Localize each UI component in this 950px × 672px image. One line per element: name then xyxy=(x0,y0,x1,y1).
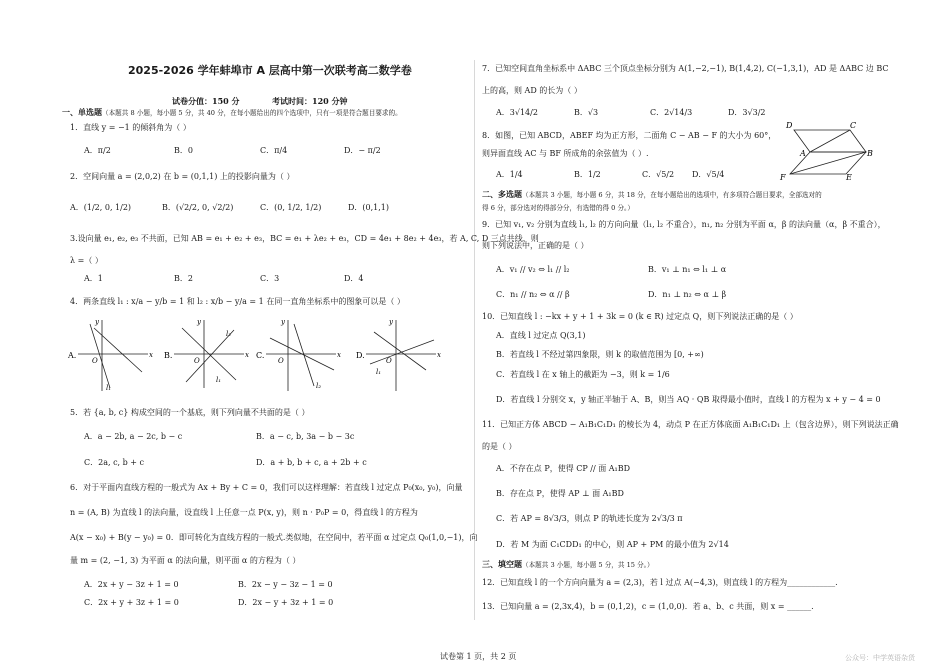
x-axis-label: x xyxy=(149,351,153,359)
q11-option-c: C．若 AP = 8√3/3，则点 P 的轨迹长度为 2√3/3 π xyxy=(496,514,683,523)
q10-option-c: C．若直线 l 在 x 轴上的截距为 −3，则 k = 1/6 xyxy=(496,370,670,379)
vertex-f: F xyxy=(780,173,786,182)
x-axis-label: x xyxy=(337,351,341,359)
y-axis-label: y xyxy=(197,318,201,326)
section2-note: （本题共 3 小题，每小题 6 分，共 18 分，在每小题给出的选项中，有多项符合题目要求，全部选对的 xyxy=(522,191,822,199)
q7-option-d: D．3√3/2 xyxy=(728,108,766,117)
q4-graph-b-label: B. xyxy=(164,351,173,360)
q3-stem: 3.设向量 e₁, e₂, e₃ 不共面，已知 AB = e₁ + e₂ + e₃，BC = e₁ + λe₂ + e₃，CD = 4e₁ + 8e₂ + 4e₃，若 A, C, D 三点共线，则 xyxy=(70,234,539,243)
q4-graph-a xyxy=(68,316,153,392)
q6-line-1: 6．对于平面内直线方程的一般式为 Ax + By + C = 0，我们可以这样理解：若直线 l 过定点 P₀(x₀, y₀)，向量 xyxy=(70,483,463,492)
q5-option-c: C．2a, c, b + c xyxy=(84,458,145,467)
q5-option-d: D．a + b, b + c, a + 2b + c xyxy=(256,458,367,467)
q3-option-c: C．3 xyxy=(260,274,280,283)
q3-stem-2: λ =（ ） xyxy=(70,256,103,265)
q8-option-b: B．1/2 xyxy=(574,170,601,179)
q7-stem-2: 上的高，则 AD 的长为（ ） xyxy=(482,86,582,95)
q11-option-d: D．若 M 为面 C₁CDD₁ 的中心，则 AP + PM 的最小值为 2√14 xyxy=(496,540,729,549)
origin-label: O xyxy=(92,357,98,365)
vertex-b: B xyxy=(867,149,873,158)
line-l2 xyxy=(294,324,314,386)
l1-label: l₁ xyxy=(376,368,382,376)
q9-option-d: D．n₁ ⊥ n₂ ⇔ α ⊥ β xyxy=(648,290,727,299)
l2-label: l₂ xyxy=(316,382,322,390)
q8-option-d: D．√5/4 xyxy=(692,170,725,179)
score-info: 试卷分值：150 分 xyxy=(172,96,240,106)
section2-note-2: 得 6 分，部分选对的得部分分，有选错的得 0 分。） xyxy=(482,204,634,212)
q6-option-b: B．2x − y − 3z − 1 = 0 xyxy=(238,580,333,589)
q8-option-c: C．√5/2 xyxy=(642,170,675,179)
q1-option-b: B．0 xyxy=(174,146,193,155)
vertex-e: E xyxy=(846,173,852,182)
q9-option-b: B．v₁ ⊥ n₁ ⇔ l₁ ⊥ α xyxy=(648,265,727,274)
q9-stem-2: 则下列说法中，正确的是（ ） xyxy=(482,241,589,250)
q9-option-c: C．n₁ // n₂ ⇔ α // β xyxy=(496,290,570,299)
q9-stem: 9．已知 v₁, v₂ 分别为直线 l₁, l₂ 的方向向量（l₁, l₂ 不重合），n₁, n₂ 分别为平面 α，β 的法向量（α，β 不重合）， xyxy=(482,220,886,229)
q4-graph-a-label: A. xyxy=(68,351,77,360)
q10-option-d: D．若直线 l 分别交 x，y 轴正半轴于 A、B，则当 AQ · QB 取得最小值时，直线 l 的方程为 x + y − 4 = 0 xyxy=(496,395,881,404)
q3-option-d: D．4 xyxy=(344,274,364,283)
section2-header xyxy=(482,190,822,200)
section1-note: （本题共 8 小题，每小题 5 分，共 40 分，在每小题给出的四个选项中，只有一项是符合题目要求的。 xyxy=(102,109,402,117)
q4-graph-c xyxy=(256,316,341,392)
q7-stem: 7．已知空间直角坐标系中 ΔABC 三个顶点坐标分别为 A(1,−2,−1), B(1,4,2), C(−1,3,1)，AD 是 ΔABC 边 BC xyxy=(482,64,889,73)
q2-stem: 2．空间向量 a = (2,0,2) 在 b = (0,1,1) 上的投影向量为（ ） xyxy=(70,172,295,181)
q4-graph-b xyxy=(164,316,249,392)
q3-option-b: B．2 xyxy=(174,274,193,283)
q11-stem: 11．已知正方体 ABCD − A₁B₁C₁D₁ 的棱长为 4，动点 P 在正方体底面 A₁B₁C₁D₁ 上（包含边界），则下列说法正确 xyxy=(482,420,899,429)
q1-option-c: C．π/4 xyxy=(260,146,288,155)
q8-option-a: A．1/4 xyxy=(496,170,523,179)
y-axis-label: y xyxy=(95,318,99,326)
y-axis-label: y xyxy=(281,318,285,326)
q12-stem: 12．已知直线 l 的一个方向向量为 a = (2,3)，若 l 过点 A(−4,3)，则直线 l 的方程为____________. xyxy=(482,578,838,587)
section1-title: 一、单选题 xyxy=(62,108,102,117)
q4-graph-d-label: D. xyxy=(356,351,365,360)
q11-option-a: A．不存在点 P，使得 CP // 面 A₁BD xyxy=(496,464,631,473)
q2-option-b: B．(√2/2, 0, √2/2) xyxy=(162,203,234,212)
q8-stem-2: 则异面直线 AC 与 BF 所成角的余弦值为（ ）. xyxy=(482,149,649,158)
section1-header xyxy=(62,108,402,118)
q5-option-b: B．a − c, b, 3a − b − 3c xyxy=(256,432,355,441)
q2-option-c: C．(0, 1/2, 1/2) xyxy=(260,203,322,212)
q6-line-4: 量 m = (2, −1, 3) 为平面 α 的法向量，则平面 α 的方程为（ ） xyxy=(70,556,301,565)
section3-note: （本题共 3 小题，每小题 5 分，共 15 分。） xyxy=(522,561,654,569)
page-footer: 试卷第 1 页，共 2 页 xyxy=(440,652,517,661)
q7-option-a: A．3√14/2 xyxy=(496,108,538,117)
q7-option-b: B．√3 xyxy=(574,108,599,117)
origin-label: O xyxy=(386,357,392,365)
q10-option-b: B．若直线 l 不经过第四象限，则 k 的取值范围为 [0, +∞) xyxy=(496,350,704,359)
l1-label: l₁ xyxy=(106,384,112,392)
q4-stem: 4．两条直线 l₁ : x/a − y/b = 1 和 l₂ : x/b − y/a = 1 在同一直角坐标系中的图象可以是（ ） xyxy=(70,297,405,306)
time-info: 考试时间：120 分钟 xyxy=(272,96,348,106)
q1-option-d: D．− π/2 xyxy=(344,146,381,155)
line-l2 xyxy=(374,332,426,370)
q5-stem: 5．若 {a, b, c} 构成空间的一个基底，则下列向量不共面的是（ ） xyxy=(70,408,310,417)
l2-label: l₂ xyxy=(226,330,232,338)
q5-option-a: A．a − 2b, a − 2c, b − c xyxy=(84,432,183,441)
origin-label: O xyxy=(278,357,284,365)
q1-option-a: A．π/2 xyxy=(84,146,111,155)
q3-option-a: A．1 xyxy=(84,274,103,283)
y-axis-label: y xyxy=(389,318,393,326)
q10-stem: 10．已知直线 l : −kx + y + 1 + 3k = 0 (k ∈ R) 过定点 Q，则下列说法正确的是（ ） xyxy=(482,312,798,321)
q6-line-3: A(x − x₀) + B(y − y₀) = 0．即可转化为直线方程的一般式.类似地，在空间中，若平面 α 过定点 Q₀(1,0,−1)，向 xyxy=(70,533,478,542)
watermark: 公众号：中学英语杂货 xyxy=(845,654,915,662)
q6-option-d: D．2x − y + 3z + 1 = 0 xyxy=(238,598,334,607)
section3-title: 三、填空题 xyxy=(482,560,522,569)
q4-graph-c-label: C. xyxy=(256,351,265,360)
q6-option-a: A．2x + y − 3z + 1 = 0 xyxy=(84,580,179,589)
l1-label: l₁ xyxy=(216,376,222,384)
q2-option-d: D．(0,1,1) xyxy=(348,203,390,212)
segment-ac xyxy=(810,130,850,152)
vertex-a: A xyxy=(800,149,806,158)
q4-graph-d xyxy=(356,316,441,392)
q9-option-a: A．v₁ // v₂ ⇔ l₁ // l₂ xyxy=(496,265,570,274)
q10-option-a: A．直线 l 过定点 Q(3,1) xyxy=(496,331,586,340)
line-l2 xyxy=(94,328,142,372)
q11-option-b: B．存在点 P，使得 AP ⊥ 面 A₁BD xyxy=(496,489,624,498)
q8-figure xyxy=(774,118,874,180)
q6-line-2: n = (A, B) 为直线 l 的法向量，设直线 l 上任意一点 P(x, y)，则 n · P₀P = 0，得直线 l 的方程为 xyxy=(70,508,418,517)
q1-stem: 1．直线 y = −1 的倾斜角为（ ） xyxy=(70,123,191,132)
q8-stem: 8．如图，已知 ABCD，ABEF 均为正方形，二面角 C − AB − F 的大小为 60°， xyxy=(482,131,777,140)
x-axis-label: x xyxy=(245,351,249,359)
vertex-c: C xyxy=(850,121,857,130)
section2-title: 二、多选题 xyxy=(482,190,522,199)
x-axis-label: x xyxy=(437,351,441,359)
q2-option-a: A．(1/2, 0, 1/2) xyxy=(70,203,132,212)
vertex-d: D xyxy=(786,121,793,130)
q11-stem-2: 的是（ ） xyxy=(482,442,517,451)
q7-option-c: C．2√14/3 xyxy=(650,108,693,117)
q6-option-c: C．2x + y + 3z + 1 = 0 xyxy=(84,598,179,607)
section3-header xyxy=(482,560,654,570)
exam-title: 2025-2026 学年蚌埠市 A 层高中第一次联考高二数学卷 xyxy=(128,64,412,77)
origin-label: O xyxy=(194,357,200,365)
q13-stem: 13．已知向量 a = (2,3x,4)，b = (0,1,2)，c = (1,0,0)．若 a、b、c 共面，则 x = ______. xyxy=(482,602,814,611)
